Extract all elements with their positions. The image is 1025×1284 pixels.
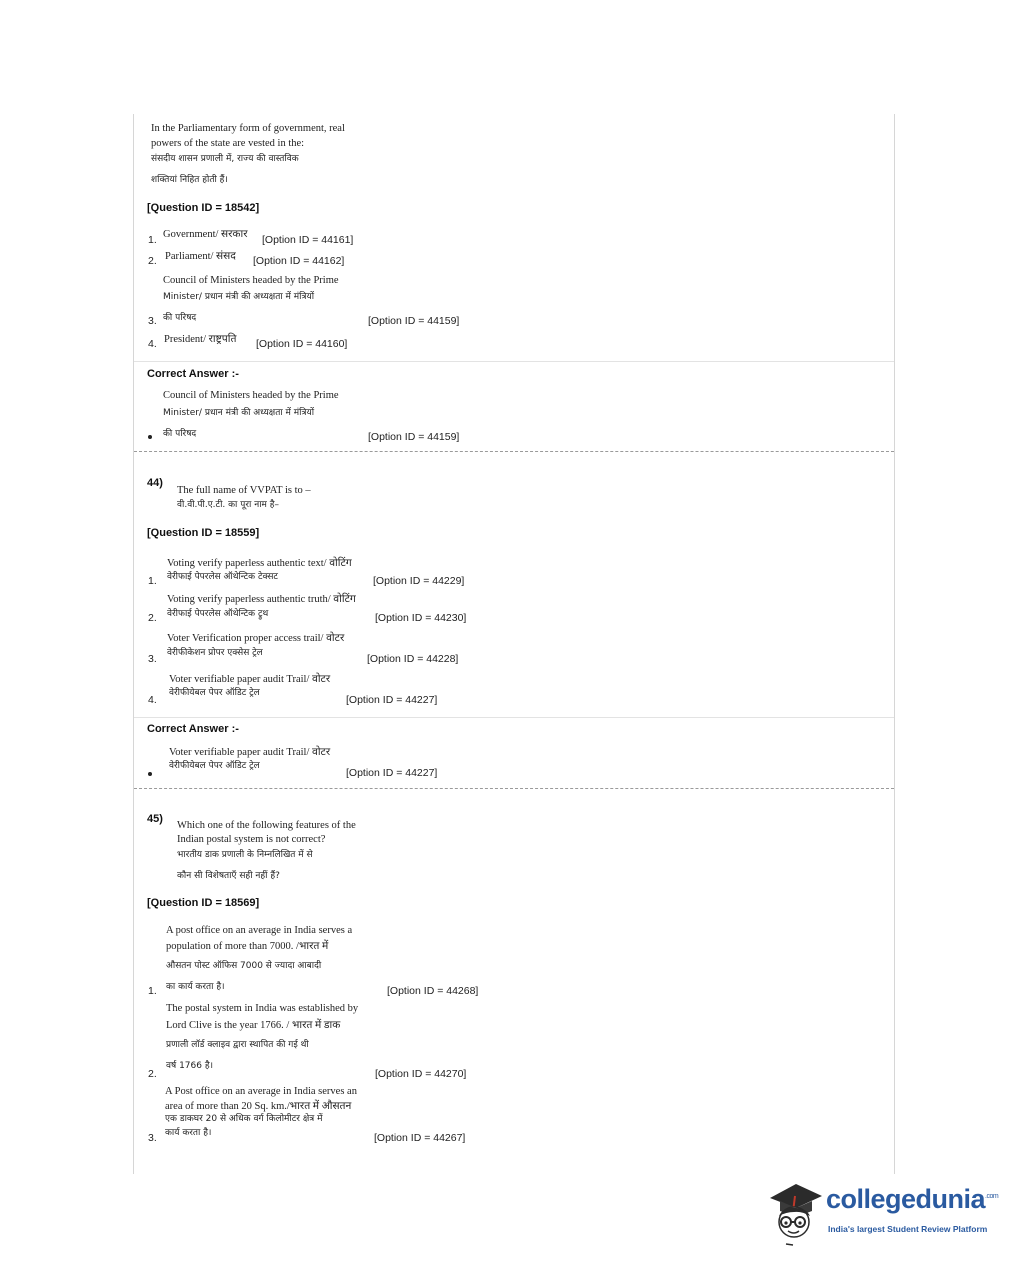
option-number: 1. (148, 985, 157, 997)
question-number: 45) (147, 813, 163, 825)
question-text-hi-line: संसदीय शासन प्रणाली में, राज्य की वास्तविक (151, 154, 299, 164)
option-number: 2. (148, 1068, 157, 1080)
option-text: Voter Verification proper access trail/ वोटर (167, 633, 345, 644)
option-text: कार्य करता है। (165, 1128, 212, 1138)
option-text: Voter verifiable paper audit Trail/ वोटर (169, 674, 331, 685)
option-id: [Option ID = 44159] (368, 431, 460, 443)
question-text-hi-line: भारतीय डाक प्रणाली के निम्नलिखित में से (177, 850, 313, 860)
brand-domain: .com (985, 1193, 999, 1200)
option-id: [Option ID = 44230] (375, 612, 467, 624)
option-id: [Option ID = 44227] (346, 767, 438, 779)
question-divider (134, 788, 894, 789)
option-number: 3. (148, 315, 157, 327)
question-text-en-line: Indian postal system is not correct? (177, 834, 326, 845)
option-number: 2. (148, 255, 157, 267)
question-id: [Question ID = 18569] (147, 897, 260, 909)
option-number: 2. (148, 612, 157, 624)
option-id: [Option ID = 44268] (387, 985, 479, 997)
option-number: 3. (148, 653, 157, 665)
option-text: वेरीफाई पेपरलेस ऑथेन्टिक टेक्सट (167, 572, 278, 582)
option-id: [Option ID = 44160] (256, 338, 348, 350)
option-id: [Option ID = 44229] (373, 575, 465, 587)
answer-bullet (148, 435, 152, 439)
correct-answer-text: Voter verifiable paper audit Trail/ वोटर (169, 747, 331, 758)
option-text: Lord Clive is the year 1766. / भारत में डाक (166, 1020, 341, 1031)
answer-bullet (148, 772, 152, 776)
option-text: वेरीफाई पेपरलेस ऑथेन्टिक ट्रुथ (167, 609, 269, 619)
correct-answer-label: Correct Answer :- (147, 723, 239, 735)
section-divider (134, 361, 894, 362)
question-text-en-line: In the Parliamentary form of government, real (151, 123, 345, 134)
option-text: Parliament/ संसद (165, 251, 236, 262)
option-text: President/ राष्ट्रपति (164, 334, 237, 345)
question-number: 44) (147, 477, 163, 489)
correct-answer-label: Correct Answer :- (147, 368, 239, 380)
correct-answer-text: Council of Ministers headed by the Prime (163, 390, 339, 401)
option-number: 1. (148, 575, 157, 587)
option-text: A Post office on an average in India serves an (165, 1086, 357, 1097)
question-text-hi-line: कौन सी विशेषताएँ सही नहीं हैं? (177, 871, 280, 881)
question-text-hi-line: वी.वी.पी.ए.टी. का पूरा नाम है– (177, 500, 280, 510)
option-text: Voting verify paperless authentic truth/ वोटिंग (167, 594, 356, 605)
option-text: A post office on an average in India serves a (166, 925, 353, 936)
option-text: वेरीफीकेशन प्रोपर एक्सेस ट्रेल (167, 648, 263, 658)
option-number: 1. (148, 234, 157, 246)
option-text: वेरीफीयेबल पेपर ऑडिट ट्रेल (169, 688, 260, 698)
question-text-hi-line: शक्तियां निहित होती हैं। (151, 175, 228, 185)
option-text: एक डाकघर 20 से अधिक वर्ग किलोमीटर क्षेत्र में (165, 1114, 323, 1124)
option-text: वर्ष 1766 है। (166, 1061, 214, 1071)
option-text: Council of Ministers headed by the Prime (163, 275, 339, 286)
section-divider (134, 717, 894, 718)
option-text: population of more than 7000. /भारत में (166, 941, 329, 952)
option-id: [Option ID = 44161] (262, 234, 354, 246)
question-divider (134, 451, 894, 452)
option-text: area of more than 20 Sq. km./भारत में औसतन (165, 1101, 352, 1112)
option-text: Government/ सरकार (163, 229, 248, 240)
option-id: [Option ID = 44267] (374, 1132, 466, 1144)
question-text-en-line: powers of the state are vested in the: (151, 138, 305, 149)
option-text: Minister/ प्रधान मंत्री की अध्यक्षता में मंत्रियों (163, 292, 315, 302)
mascot-icon (766, 1178, 826, 1248)
brand-tagline: India's largest Student Review Platform (828, 1224, 988, 1234)
correct-answer-text: की परिषद (163, 429, 197, 439)
correct-answer-text: Minister/ प्रधान मंत्री की अध्यक्षता में मंत्रियों (163, 408, 315, 418)
question-id: [Question ID = 18559] (147, 527, 260, 539)
question-text-en-line: Which one of the following features of the (177, 820, 356, 831)
brand-name: collegedunia$^{.com}$ (826, 1184, 999, 1214)
option-text: औसतन पोस्ट ऑफिस 7000 से ज्यादा आबादी (166, 961, 322, 971)
option-text: की परिषद (163, 313, 197, 323)
option-number: 4. (148, 338, 157, 350)
question-id: [Question ID = 18542] (147, 202, 260, 214)
option-id: [Option ID = 44227] (346, 694, 438, 706)
correct-answer-text: वेरीफीयेबल पेपर ऑडिट ट्रेल (169, 761, 260, 771)
option-text: The postal system in India was established by (166, 1003, 359, 1014)
option-text: प्रणाली लॉर्ड क्लाइव द्वारा स्थापित की गई थी (166, 1040, 309, 1050)
option-id: [Option ID = 44270] (375, 1068, 467, 1080)
collegedunia-logo (766, 1178, 999, 1248)
option-text: का कार्य करता है। (166, 982, 225, 992)
question-paper-page (133, 114, 895, 1174)
option-id: [Option ID = 44228] (367, 653, 459, 665)
option-number: 3. (148, 1132, 157, 1144)
question-text-en-line: The full name of VVPAT is to – (177, 485, 311, 496)
option-id: [Option ID = 44159] (368, 315, 460, 327)
option-number: 4. (148, 694, 157, 706)
option-text: Voting verify paperless authentic text/ वोटिंग (167, 558, 352, 569)
option-id: [Option ID = 44162] (253, 255, 345, 267)
